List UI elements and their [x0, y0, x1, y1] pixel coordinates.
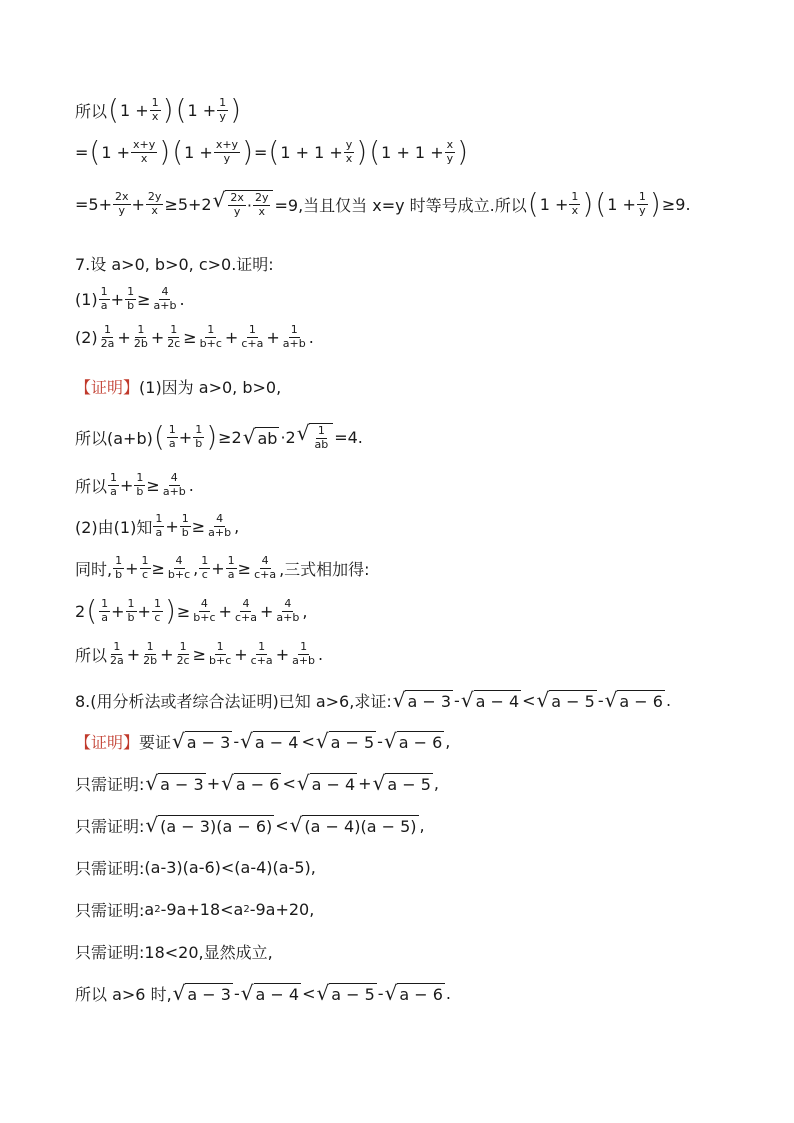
text: =5+	[75, 194, 112, 214]
text: 只需证明:	[75, 859, 145, 878]
text: 只需证明:	[75, 775, 145, 794]
text: (2)由(1)知	[75, 517, 153, 537]
proof-tag: 【证明】	[75, 733, 140, 752]
text: a	[144, 900, 155, 919]
text: ·2	[280, 427, 296, 447]
text: =4.	[334, 427, 363, 447]
q7-part2: (2) $\frac{1}{2a}$ + $\frac{1}{2b}$ + $\frac{1}{2c}$ ≥ $\frac{1}{b+c}$ + $\frac{1}{c+a}$ + $\frac{1}{a+b}$ .	[75, 323, 314, 350]
line-3: =5+ $\frac{2x}{y}$ + $\frac{2y}{x}$ ≥5+2 √ $\frac{2x}{y}$ · $\frac{2y}{x}$ =9,当且仅当 x=y 时等号成立.所以 ( 1 + $\frac{1}{x}$ ) ( 1 + $\frac{1}{y}$ ) ≥9.	[75, 187, 691, 221]
s8-line4	[75, 856, 754, 879]
s7-line6: 2 ( $\frac{1}{a}$ + $\frac{1}{b}$ + $\frac{1}{c}$ ) ≥ $\frac{4}{b+c}$ + $\frac{4}{c+a}$ + $\frac{4}{a+b}$ ,	[75, 594, 308, 627]
text: 只需证明:	[75, 817, 145, 836]
text: 2	[75, 601, 86, 621]
q7-part1: (1) $\frac{1}{a}$ + $\frac{1}{b}$ ≥ $\frac{4}{a+b}$ .	[75, 285, 185, 312]
text: (1)	[75, 289, 98, 309]
text: ≥2	[218, 427, 242, 447]
text: -9a+20,	[249, 900, 315, 919]
line-2: = ( 1 + $\frac{x+y}{x}$ ) ( 1 + $\frac{x+y}{y}$ ) = ( 1 + 1 + $\frac{y}{x}$ ) ( 1 + 1 + $\frac{x}{y}$ )	[75, 135, 469, 168]
q7-title	[75, 252, 754, 275]
text: -9a+18<a	[160, 900, 244, 919]
s8-line7: 所以 a>6 时, √ a − 3 - √ a − 4 < √ a − 5 - √ a − 6 .	[75, 981, 451, 1005]
text: =9,当且仅当 x=y 时等号成立.所以	[274, 195, 527, 215]
s7-line1	[75, 375, 754, 398]
s7-line5: 同时, $\frac{1}{b}$ + $\frac{1}{c}$ ≥ $\frac{4}{b+c}$ , $\frac{1}{c}$ + $\frac{1}{a}$ ≥ $\frac{4}{c+a}$ ,三式相加得:	[75, 554, 370, 581]
text: 只需证明:	[75, 901, 145, 920]
text: =	[254, 142, 268, 162]
s7-line3: 所以 $\frac{1}{a}$ + $\frac{1}{b}$ ≥ $\frac{4}{a+b}$ .	[75, 471, 194, 498]
text: 所以(a+b)	[75, 428, 153, 448]
s8-line2: 只需证明: √ a − 3 + √ a − 6 < √ a − 4 + √ a − 5 ,	[75, 771, 439, 795]
text: 只需证明:	[75, 943, 145, 962]
text: 同时,	[75, 559, 113, 579]
text: =	[75, 142, 89, 162]
s7-line4: (2)由(1)知 $\frac{1}{a}$ + $\frac{1}{b}$ ≥ $\frac{4}{a+b}$ ,	[75, 512, 240, 539]
s8-line3: 只需证明: √ (a − 3)(a − 6) < √ (a − 4)(a − 5) ,	[75, 813, 425, 837]
line-1: 所以 ( 1 + $\frac{1}{x}$ ) ( 1 + $\frac{1}{y}$ )	[75, 93, 242, 126]
text: 要证	[139, 733, 172, 752]
text: ≥9.	[661, 194, 691, 214]
text: ≥5+2	[164, 194, 212, 214]
text: 所以	[75, 645, 108, 665]
text: (a-3)(a-6)<(a-4)(a-5),	[144, 858, 316, 877]
text: 8.(用分析法或者综合法证明)已知 a>6,求证:	[75, 692, 392, 711]
proof-tag: 【证明】	[75, 378, 140, 397]
text: 18<20,显然成立,	[144, 943, 273, 962]
text: (2)	[75, 327, 98, 347]
q8-title: 8.(用分析法或者综合法证明)已知 a>6,求证: √ a − 3 - √ a − 4 < √ a − 5 - √ a − 6 .	[75, 688, 672, 712]
s8-line1: 【证明】 要证 √ a − 3 - √ a − 4 < √ a − 5 - √ a − 6 ,	[75, 729, 451, 753]
text: (1)因为 a>0, b>0,	[139, 378, 282, 397]
text: ,三式相加得:	[279, 559, 370, 579]
s8-line5: 只需证明: a 2 -9a+18<a 2 -9a+20,	[75, 900, 315, 920]
s7-line2: 所以(a+b) ( $\frac{1}{a}$ + $\frac{1}{b}$ ) ≥2 √ ab ·2 √ $\frac{1}{ab}$ =4.	[75, 420, 363, 454]
text: 7.设 a>0, b>0, c>0.证明:	[75, 255, 274, 274]
text: 所以	[75, 101, 108, 121]
s7-line7: 所以 $\frac{1}{2a}$ + $\frac{1}{2b}$ + $\frac{1}{2c}$ ≥ $\frac{1}{b+c}$ + $\frac{1}{c+a}$ + $\frac{1}{a+b}$ .	[75, 640, 324, 667]
text: 所以 a>6 时,	[75, 985, 172, 1004]
text: 所以	[75, 476, 108, 496]
s8-line6	[75, 940, 754, 963]
